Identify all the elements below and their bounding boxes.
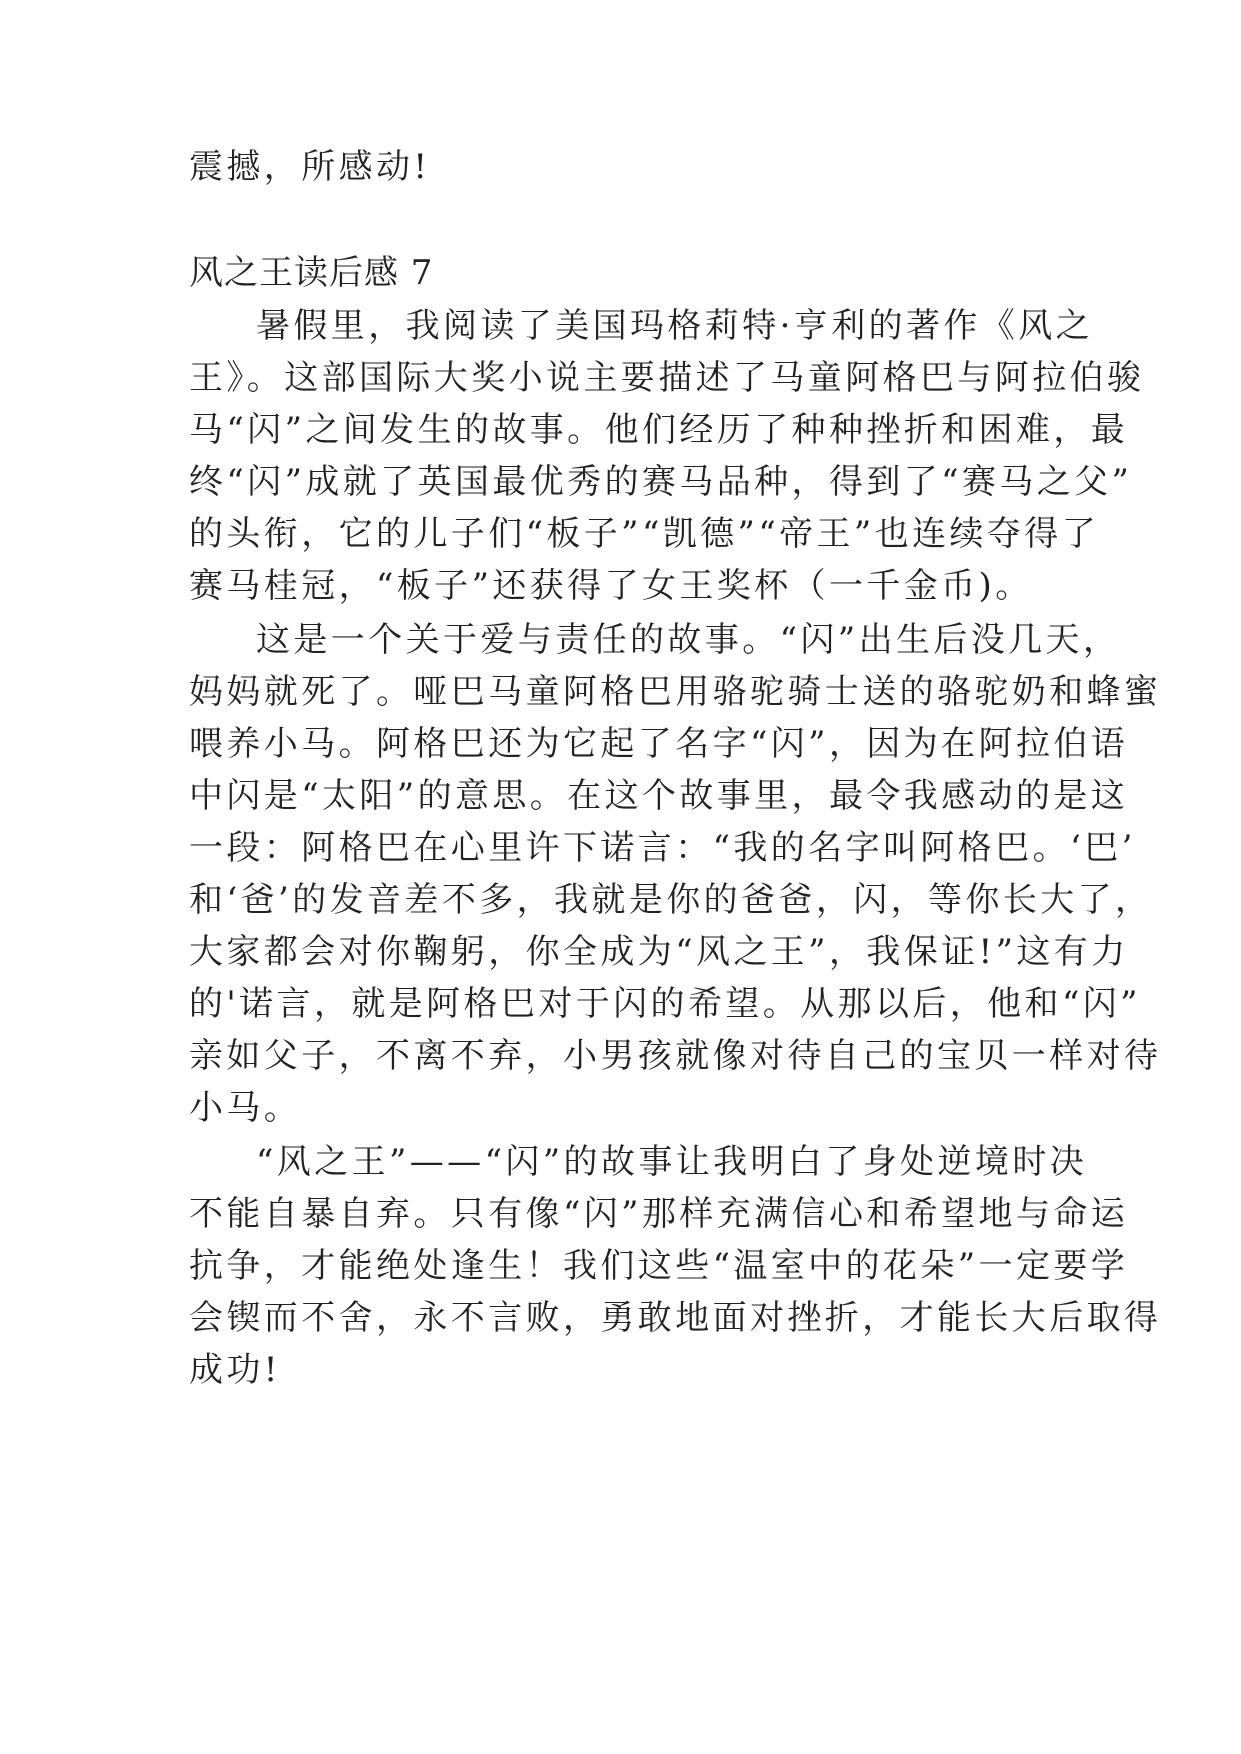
- paragraph-line: 大家都会对你鞠躬，你全成为“风之王”，我保证!”这有力: [189, 932, 1129, 972]
- paragraph-line: 亲如父子，不离不弃，小男孩就像对待自己的宝贝一样对待: [189, 1036, 1162, 1076]
- paragraph-line: 不能自暴自弃。只有像“闪”那样充满信心和希望地与命运: [189, 1194, 1129, 1234]
- paragraph-line: 小马。: [189, 1088, 302, 1128]
- paragraph-line: “风之王”——“闪”的故事让我明白了身处逆境时决: [256, 1142, 1088, 1182]
- paragraph-line: 中闪是“太阳”的意思。在这个故事里，最令我感动的是这: [189, 776, 1129, 816]
- paragraph-line: 妈妈就死了。哑巴马童阿格巴用骆驼骑士送的骆驼奶和蜂蜜: [189, 672, 1162, 712]
- paragraph-line: 成功!: [189, 1350, 281, 1390]
- paragraph-line: 马“闪”之间发生的故事。他们经历了种种挫折和困难，最: [189, 410, 1129, 450]
- paragraph-line: 王》。这部国际大奖小说主要描述了马童阿格巴与阿拉伯骏: [189, 358, 1145, 398]
- paragraph-line: 一段：阿格巴在心里许下诺言：“我的名字叫阿格巴。‘巴’: [189, 828, 1136, 868]
- continuation-text: 震撼，所感动!: [189, 147, 431, 187]
- paragraph-line: 暑假里，我阅读了美国玛格莉特·亨利的著作《风之: [256, 306, 1094, 346]
- paragraph-line: 会锲而不舍，永不言败，勇敢地面对挫折，才能长大后取得: [189, 1298, 1162, 1338]
- paragraph-line: 抗争，才能绝处逢生！我们这些“温室中的花朵”一定要学: [189, 1246, 1129, 1286]
- paragraph-line: 的头衔，它的儿子们“板子”“凯德”“帝王”也连续夺得了: [189, 514, 1100, 554]
- paragraph-line: 赛马桂冠，“板子”还获得了女王奖杯（一千金币)。: [189, 566, 1033, 606]
- paragraph-line: 的'诺言，就是阿格巴对于闪的希望。从那以后，他和“闪”: [189, 984, 1141, 1024]
- paragraph-line: 终“闪”成就了英国最优秀的赛马品种，得到了“赛马之父”: [189, 462, 1133, 502]
- section-title: 风之王读后感 7: [189, 253, 434, 293]
- paragraph-line: 和‘爸’的发音差不多，我就是你的爸爸，闪，等你长大了，: [189, 880, 1153, 920]
- paragraph-line: 喂养小马。阿格巴还为它起了名字“闪”，因为在阿拉伯语: [189, 724, 1129, 764]
- paragraph-line: 这是一个关于爱与责任的故事。“闪”出生后没几天，: [256, 620, 1121, 660]
